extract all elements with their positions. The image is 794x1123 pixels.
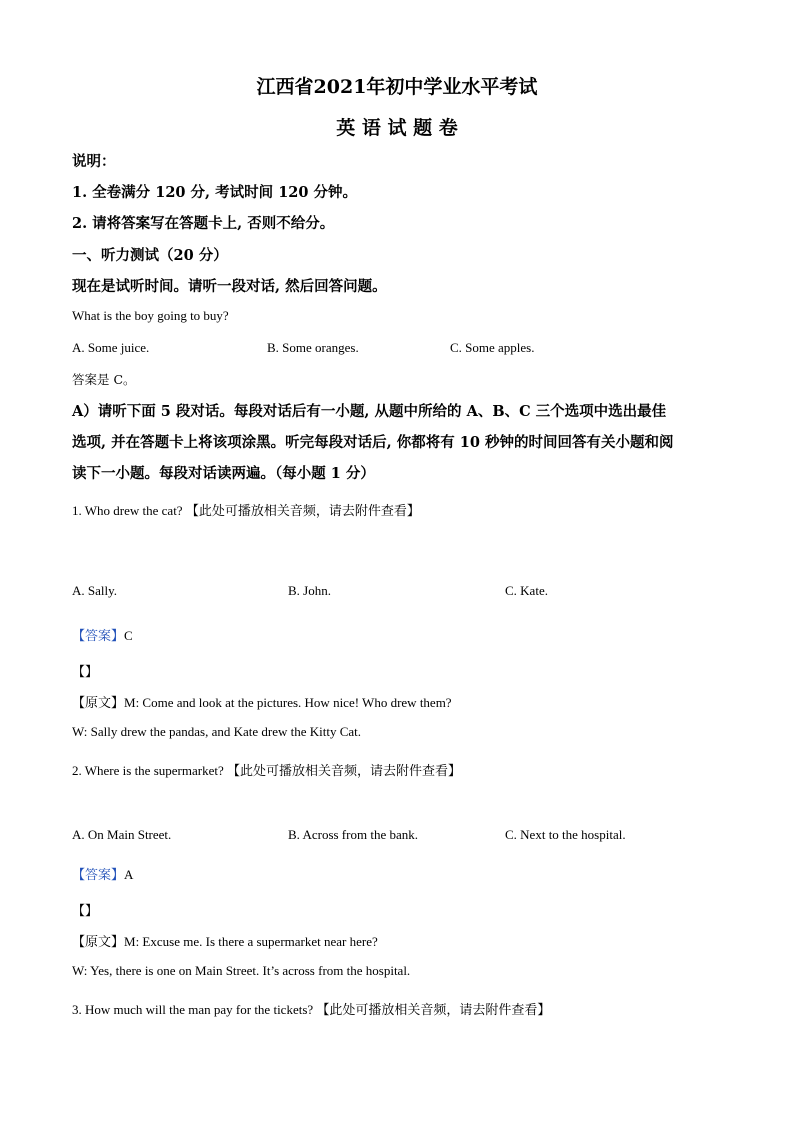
- instruction-item-2: 2. 请将答案写在答题卡上, 否则不给分。: [72, 215, 335, 232]
- question-3-prompt: 3. How much will the man pay for the tickets? 【此处可播放相关音频，请去附件查看】: [72, 1002, 551, 1017]
- answer-label: 【答案】: [72, 628, 125, 643]
- question-1-option-b: B. John.: [288, 583, 331, 598]
- transcript-text: M: Excuse me. Is there a supermarket near here?: [124, 934, 378, 949]
- trial-question: What is the boy going to buy?: [72, 308, 229, 323]
- question-1-answer: [72, 625, 133, 644]
- question-2-answer: [72, 864, 133, 883]
- question-1-transcript-line-2: W: Sally drew the pandas, and Kate drew the Kitty Cat.: [72, 724, 362, 739]
- part-a-instructions-line-1: A）请听下面 5 段对话。每段对话后有一小题, 从题中所给的 A、B、C 三个选项中选出最佳: [72, 403, 667, 420]
- answer-value: C: [124, 628, 133, 643]
- analysis-open: 【: [72, 664, 86, 679]
- analysis-close: 】: [85, 664, 99, 679]
- question-1-option-c: C. Kate.: [505, 583, 548, 598]
- question-1-option-a: A. Sally.: [72, 583, 118, 598]
- question-1-transcript-line-1: [72, 692, 452, 711]
- question-2-transcript-line-1: [72, 931, 378, 950]
- page-subtitle: 英 语 试 题 卷: [336, 117, 458, 139]
- analysis-open: 【: [72, 903, 86, 918]
- question-2-analysis: [72, 900, 98, 919]
- instructions-label: 说明：: [72, 153, 116, 170]
- trial-option-a: A. Some juice.: [72, 340, 150, 355]
- section-heading-listening: 一、听力测试（20 分）: [72, 247, 228, 264]
- trial-option-c: C. Some apples.: [450, 340, 535, 355]
- trial-option-b: B. Some oranges.: [267, 340, 359, 355]
- transcript-label: 【原文】: [72, 695, 125, 710]
- part-a-instructions-line-2: 选项, 并在答题卡上将该项涂黑。听完每段对话后, 你都将有 10 秒钟的时间回答有关小题和阅: [72, 434, 674, 451]
- question-2-prompt: 2. Where is the supermarket? 【此处可播放相关音频，请去附件查看】: [72, 763, 461, 778]
- question-2-option-b: B. Across from the bank.: [288, 827, 418, 842]
- question-1-prompt: 1. Who drew the cat? 【此处可播放相关音频，请去附件查看】: [72, 503, 420, 518]
- question-2-option-c: C. Next to the hospital.: [505, 827, 626, 842]
- part-a-instructions-line-3: 读下一小题。每段对话读两遍。（每小题 1 分）: [72, 465, 375, 482]
- trial-answer: 答案是 C。: [72, 372, 136, 387]
- page-title: 江西省2021年初中学业水平考试: [256, 76, 538, 98]
- analysis-close: 】: [85, 903, 99, 918]
- transcript-text: M: Come and look at the pictures. How nice! Who drew them?: [124, 695, 452, 710]
- question-2-option-a: A. On Main Street.: [72, 827, 172, 842]
- trial-intro: 现在是试听时间。请听一段对话, 然后回答问题。: [72, 278, 387, 295]
- question-2-transcript-line-2: W: Yes, there is one on Main Street. It’s across from the hospital.: [72, 963, 411, 978]
- answer-label: 【答案】: [72, 867, 125, 882]
- transcript-label: 【原文】: [72, 934, 125, 949]
- question-1-analysis: [72, 661, 98, 680]
- instruction-item-1: 1. 全卷满分 120 分, 考试时间 120 分钟。: [72, 184, 358, 201]
- answer-value: A: [124, 867, 134, 882]
